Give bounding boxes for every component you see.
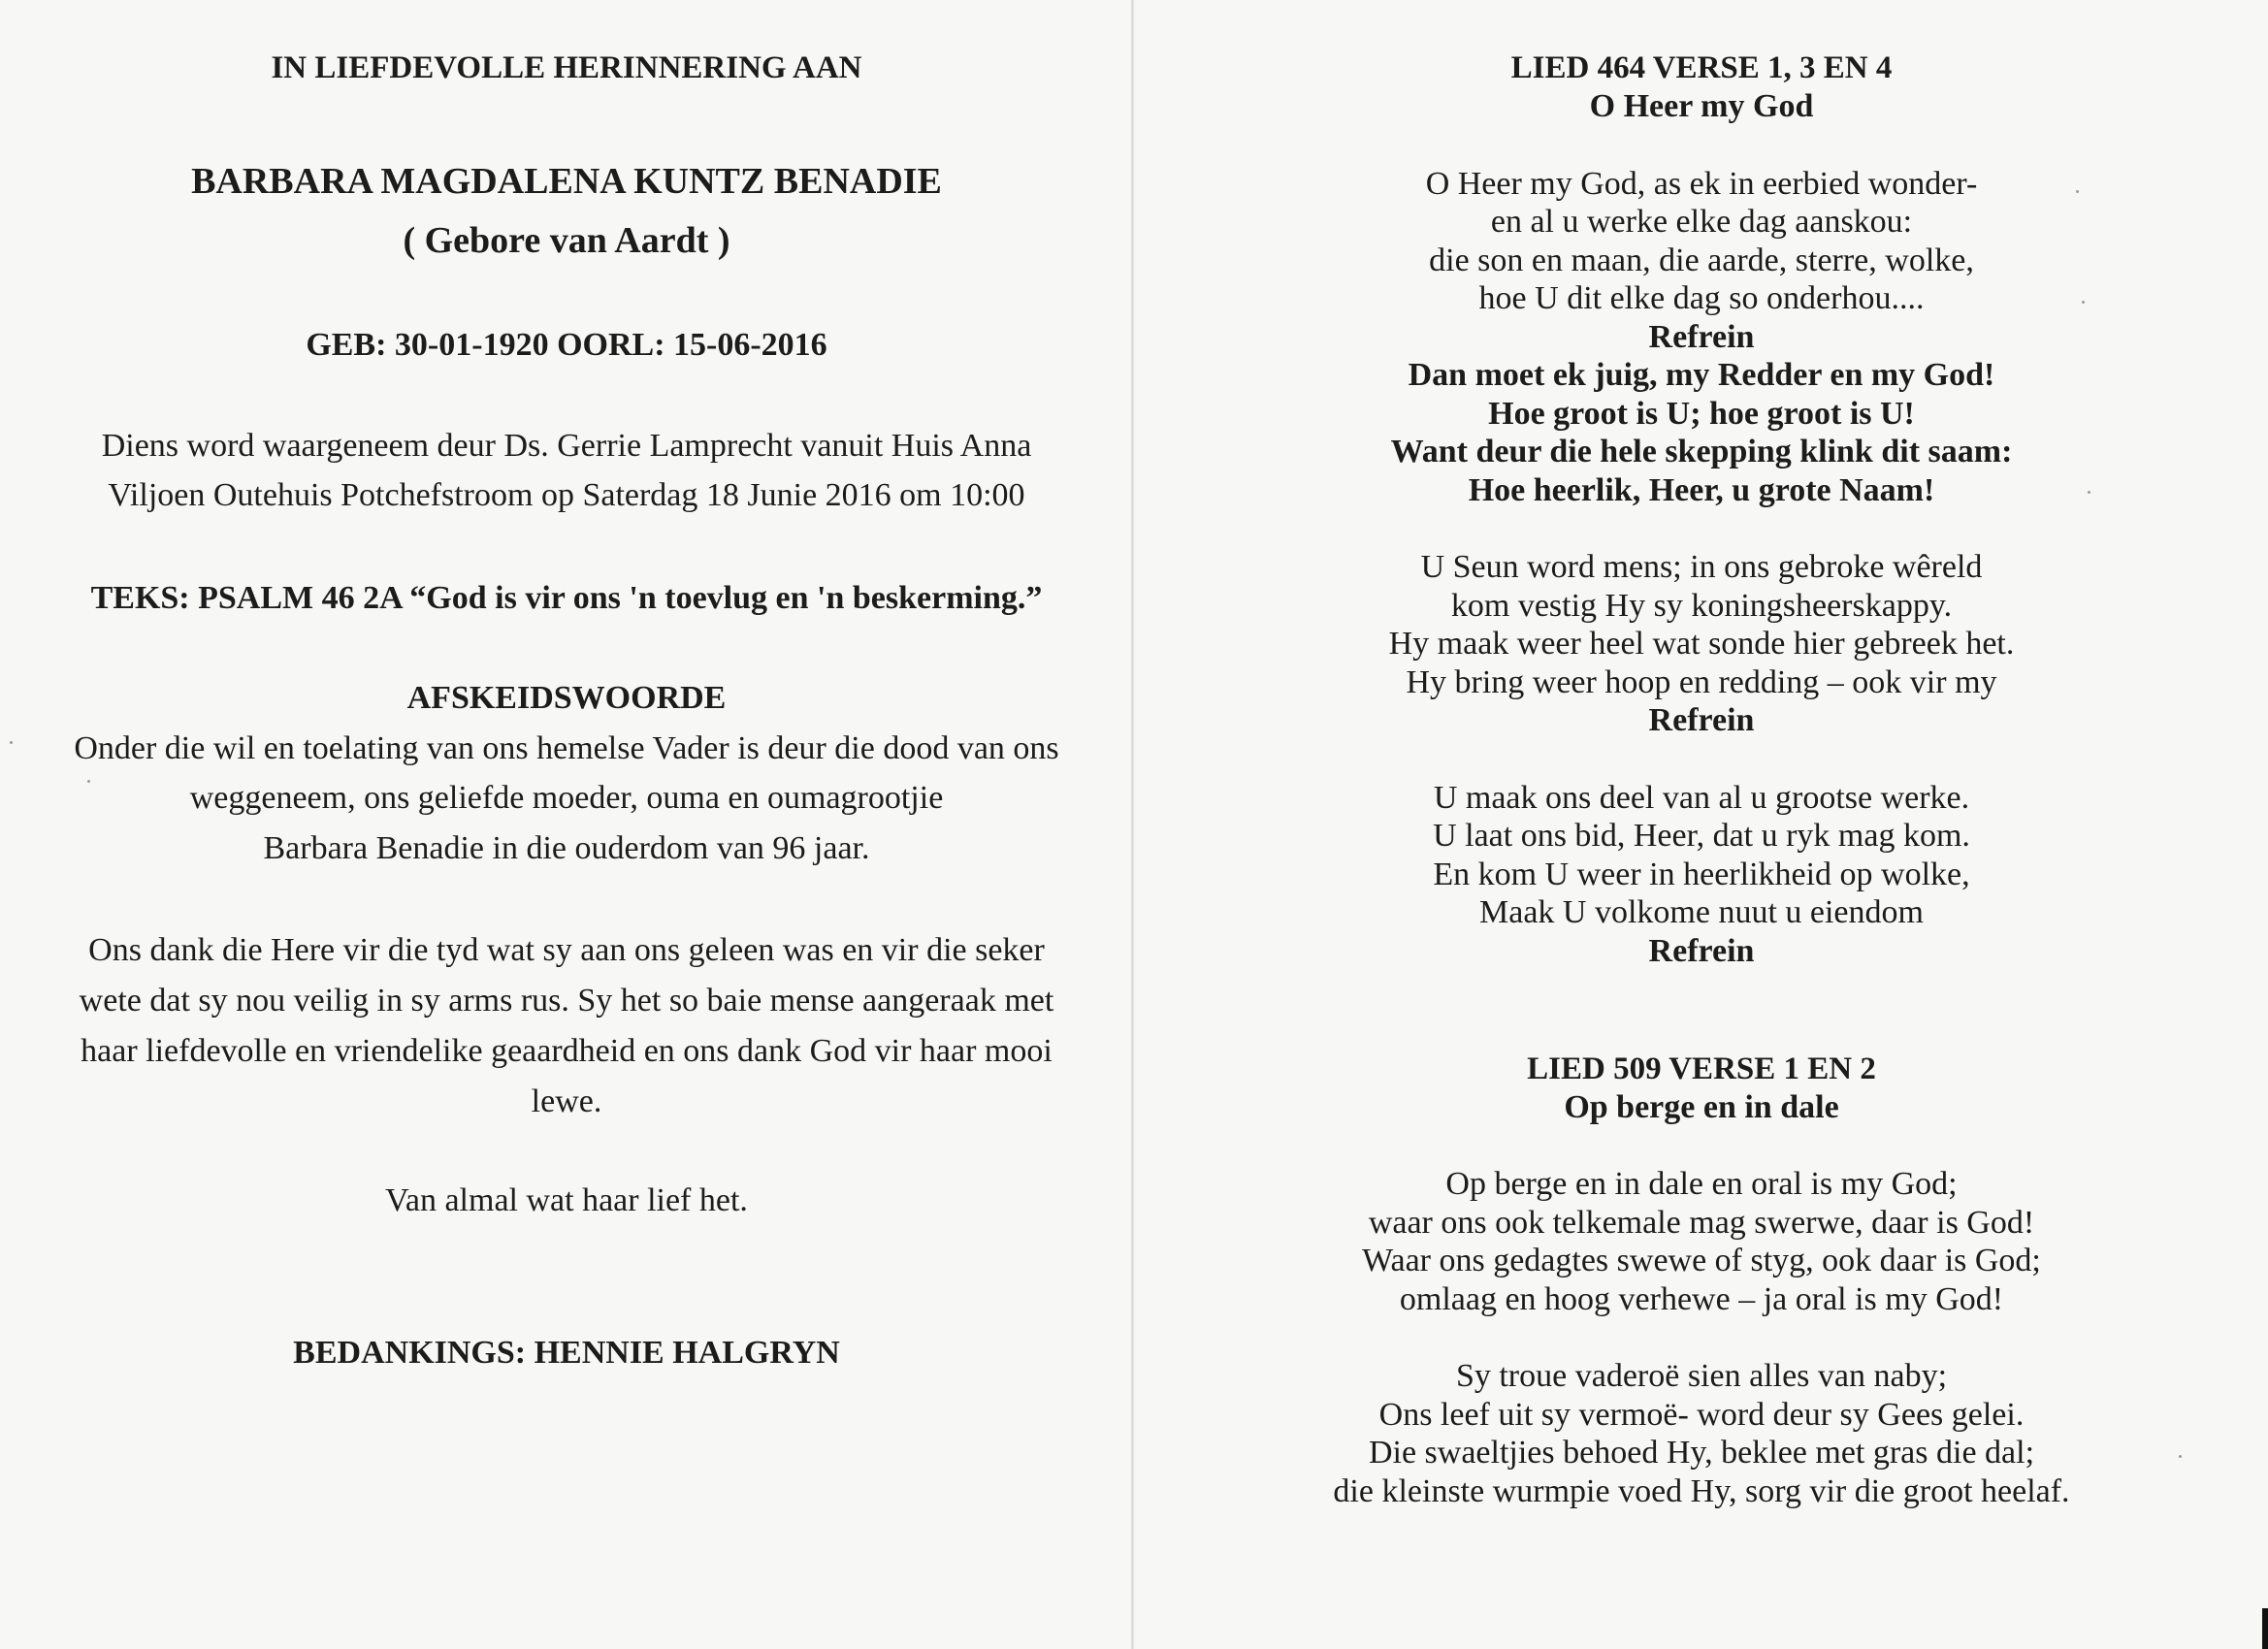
refrain-line: Hoe groot is U; hoe groot is U! <box>1488 396 1915 432</box>
closing-line: Van almal wat haar lief het. <box>385 1182 748 1218</box>
thanks-line: lewe. <box>531 1083 602 1119</box>
hymn-number: LIED 464 VERSE 1, 3 EN 4 <box>1510 50 1893 85</box>
hymn-line: U maak ons deel van al u grootse werke. <box>1433 780 1970 816</box>
refrain-line: Dan moet ek juig, my Redder en my God! <box>1408 357 1995 393</box>
hymn-line: en al u werke elke dag aanskou: <box>1490 204 1913 240</box>
refrain-label: Refrein <box>1648 933 1755 969</box>
scan-speck <box>87 780 90 783</box>
maiden-name: ( Gebore van Aardt ) <box>403 220 730 261</box>
hymn-line: hoe U dit elke dag so onderhou.... <box>1478 280 1925 316</box>
hymn-line: die kleinste wurmpie voed Hy, sorg vir die groot heelaf. <box>1333 1473 2070 1509</box>
acknowledgements: BEDANKINGS: HENNIE HALGRYN <box>293 1335 840 1371</box>
hymn-line: die son en maan, die aarde, sterre, wolke, <box>1429 242 1974 278</box>
birth-death-dates: GEB: 30-01-1920 OORL: 15-06-2016 <box>306 327 827 363</box>
scan-edge-mark <box>2262 1608 2268 1649</box>
hymn-title: O Heer my God <box>1589 88 1814 124</box>
hymn-line: Maak U volkome nuut u eiendom <box>1479 894 1924 930</box>
farewell-line: Barbara Benadie in die ouderdom van 96 jaar. <box>263 830 870 866</box>
hymn-line: Hy maak weer heel wat sonde hier gebreek het. <box>1388 626 2015 662</box>
service-line: Viljoen Outehuis Potchefstroom op Saterdag 18 Junie 2016 om 10:00 <box>108 477 1025 513</box>
hymn-line: U Seun word mens; in ons gebroke wêreld <box>1420 549 1983 585</box>
memorial-heading: IN LIEFDEVOLLE HERINNERING AAN <box>271 50 862 85</box>
hymn-line: omlaag en hoog verhewe – ja oral is my God! <box>1399 1281 2004 1317</box>
scan-speck <box>2179 1455 2182 1458</box>
refrain-label: Refrein <box>1648 702 1755 738</box>
hymn-line: kom vestig Hy sy koningsheerskappy. <box>1450 588 1953 624</box>
hymn-line: U laat ons bid, Heer, dat u ryk mag kom. <box>1433 818 1970 854</box>
farewell-line: weggeneem, ons geliefde moeder, ouma en oumagrootjie <box>189 780 944 816</box>
hymn-title: Op berge en in dale <box>1564 1089 1839 1125</box>
refrain-label: Refrein <box>1648 319 1755 355</box>
right-page <box>1135 0 2268 1649</box>
scan-speck <box>2082 301 2085 304</box>
thanks-line: haar liefdevolle en vriendelike geaardheid en ons dank God vir haar mooi <box>81 1033 1053 1069</box>
scan-speck <box>2088 491 2090 494</box>
service-line: Diens word waargeneem deur Ds. Gerrie Lamprecht vanuit Huis Anna <box>101 428 1032 464</box>
hymn-number: LIED 509 VERSE 1 EN 2 <box>1527 1051 1876 1086</box>
hymn-line: En kom U weer in heerlikheid op wolke, <box>1433 857 1970 892</box>
farewell-line: Onder die wil en toelating van ons hemelse Vader is deur die dood van ons <box>74 730 1059 766</box>
hymn-line: Sy troue vaderoë sien alles van naby; <box>1455 1358 1948 1394</box>
scripture-text: TEKS: PSALM 46 2A “God is vir ons 'n toevlug en 'n beskerming.” <box>90 580 1043 616</box>
refrain-line: Want deur die hele skepping klink dit saam: <box>1390 434 2013 469</box>
scan-speck <box>2076 190 2079 193</box>
thanks-line: wete dat sy nou veilig in sy arms rus. Sy het so baie mense aangeraak met <box>79 983 1054 1018</box>
hymn-line: waar ons ook telkemale mag swerwe, daar is God! <box>1368 1205 2035 1241</box>
deceased-name: BARBARA MAGDALENA KUNTZ BENADIE <box>191 161 942 202</box>
hymn-line: Waar ons gedagtes swewe of styg, ook daar is God; <box>1362 1243 2041 1278</box>
hymn-line: Ons leef uit sy vermoë- word deur sy Gees gelei. <box>1378 1397 2025 1433</box>
hymn-line: Die swaeltjies behoed Hy, beklee met gras die dal; <box>1368 1435 2035 1471</box>
thanks-line: Ons dank die Here vir die tyd wat sy aan ons geleen was en vir die seker <box>88 932 1045 968</box>
refrain-line: Hoe heerlik, Heer, u grote Naam! <box>1468 472 1935 508</box>
page-fold <box>1131 0 1134 1649</box>
scan-speck <box>10 741 13 744</box>
hymn-line: Hy bring weer hoop en redding – ook vir my <box>1406 664 1997 700</box>
farewell-heading: AFSKEIDSWOORDE <box>406 680 727 716</box>
left-page <box>0 0 1133 1649</box>
hymn-line: O Heer my God, as ek in eerbied wonder- <box>1425 166 1978 202</box>
hymn-line: Op berge en in dale en oral is my God; <box>1445 1166 1958 1202</box>
